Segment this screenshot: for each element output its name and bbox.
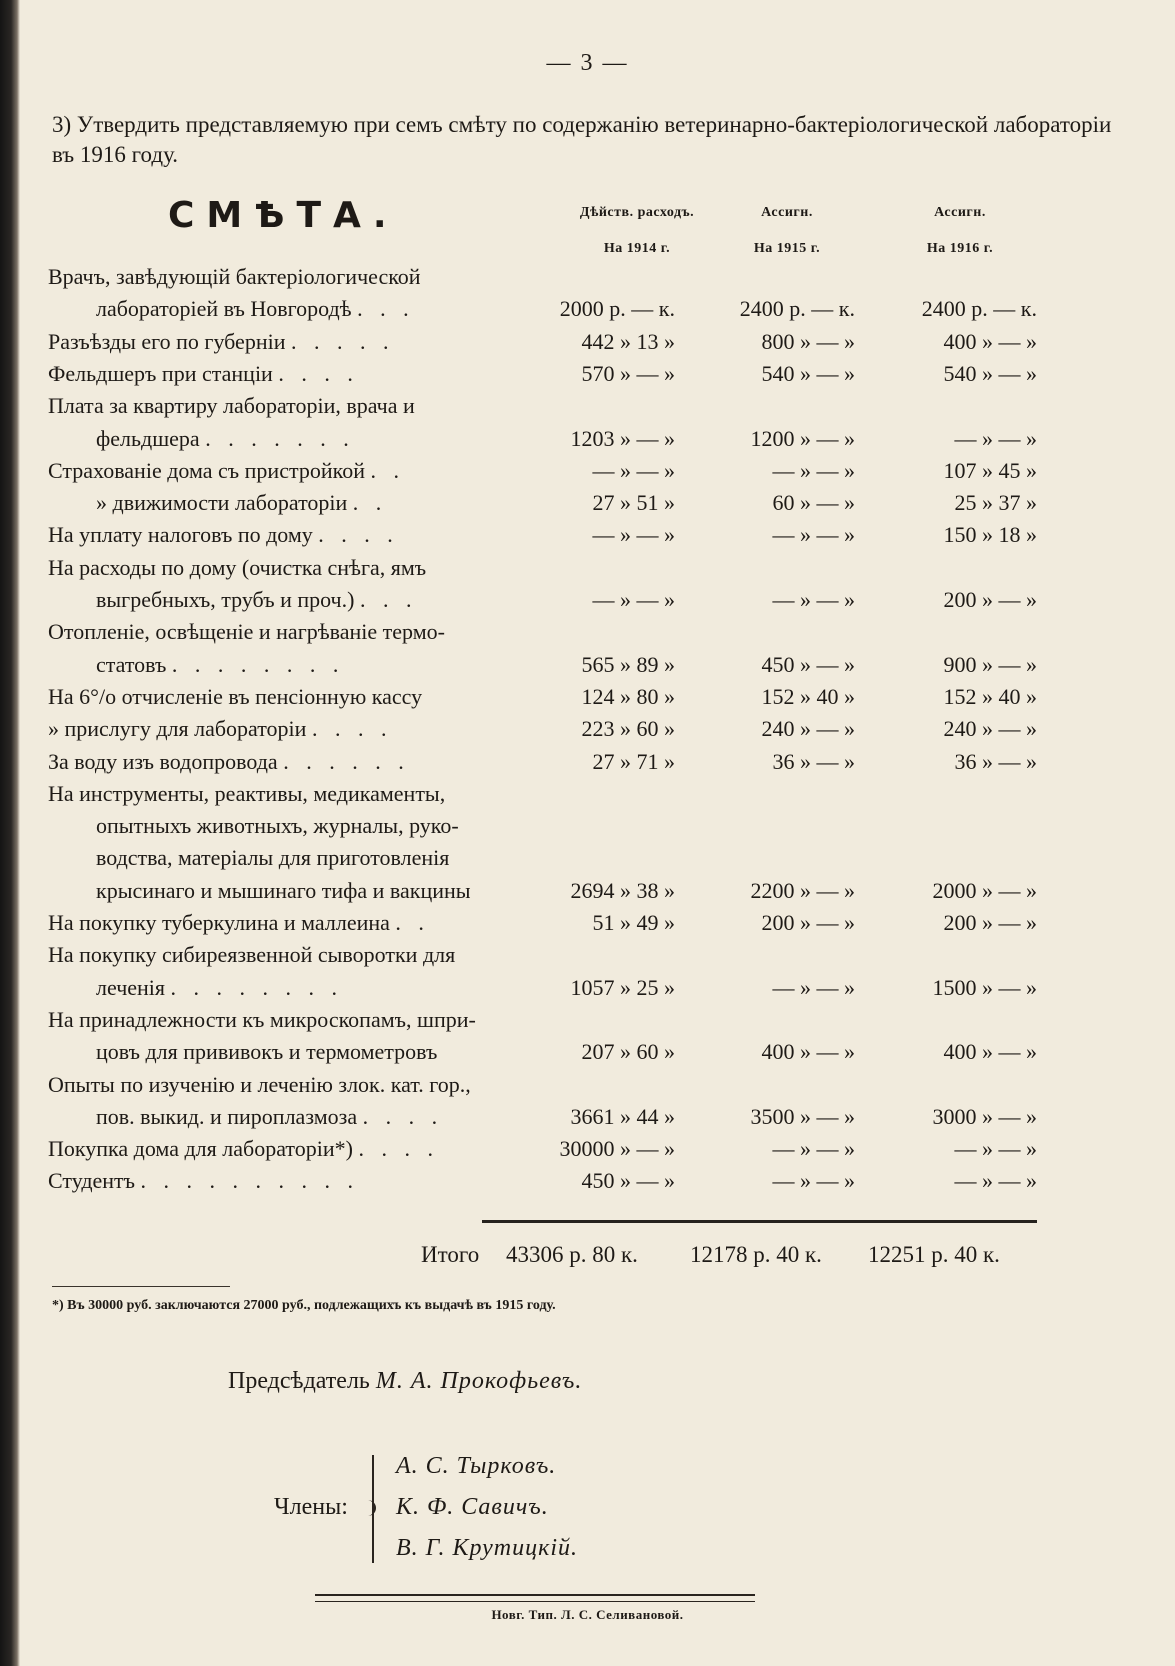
value-1916: 400 » — » <box>943 1039 1037 1064</box>
chairman-signature <box>228 1368 582 1395</box>
value-1915: — » — » <box>772 587 855 612</box>
value-1916: 107 » 45 » <box>943 458 1037 483</box>
footnote-rule <box>52 1286 230 1287</box>
row-label-text: Отопленіе, освѣщеніе и нагрѣваніе термо- <box>48 619 445 644</box>
row-label-text: На покупку сибиреязвенной сыворотки для <box>48 942 456 967</box>
member-name: В. Г. Крутицкій. <box>396 1535 579 1561</box>
row-label-text: крысинаго и мышинаго тифа и вакцины <box>96 878 471 903</box>
row-label <box>48 553 498 583</box>
row-label <box>96 843 498 873</box>
table-row <box>0 843 1175 873</box>
row-label-text: Плата за квартиру лабораторіи, врача и <box>48 393 415 418</box>
row-label <box>48 908 498 938</box>
leader-dots: . . <box>352 490 388 515</box>
table-row <box>0 520 1175 550</box>
value-1916: 200 » — » <box>943 910 1037 935</box>
value-1914: 207 » 60 » <box>581 1039 675 1064</box>
value-1914: 450 » — » <box>581 1168 675 1193</box>
members-brace-tip <box>366 1500 376 1516</box>
value-1914: — » — » <box>592 522 675 547</box>
value-1914: — » — » <box>592 587 675 612</box>
row-label-text: За воду изъ водопровода <box>48 749 278 774</box>
row-label <box>48 262 498 292</box>
value-1916: — » — » <box>954 1136 1037 1161</box>
value-1915: 540 » — » <box>761 361 855 386</box>
row-label-text: На инструменты, реактивы, медикаменты, <box>48 781 446 806</box>
row-label-text: цовъ для прививокъ и термометровъ <box>96 1039 438 1064</box>
value-1916: 400 » — » <box>943 329 1037 354</box>
value-1914: 223 » 60 » <box>581 716 675 741</box>
table-row <box>0 811 1175 841</box>
row-label <box>96 1102 498 1132</box>
value-1916: 2000 » — » <box>932 878 1037 903</box>
column-1916-head1: Ассигн. <box>934 205 986 220</box>
chairman-name: М. А. Прокофьевъ. <box>375 1368 583 1394</box>
table-row <box>0 940 1175 970</box>
total-1916: 12251 р. 40 к. <box>868 1242 1000 1267</box>
estimate-title: СМѢТА. <box>168 195 399 236</box>
row-label <box>96 294 498 324</box>
row-label <box>48 520 498 550</box>
row-label-text: водства, матеріалы для приготовленія <box>96 845 450 870</box>
table-row <box>0 553 1175 583</box>
value-1916: 3000 » — » <box>932 1104 1037 1129</box>
row-label-text: Разъѣзды его по губерніи <box>48 329 286 354</box>
value-1916: — » — » <box>954 1168 1037 1193</box>
total-1914: 43306 р. 80 к. <box>506 1242 638 1267</box>
value-1916: 25 » 37 » <box>954 490 1037 515</box>
row-label <box>48 359 498 389</box>
row-label-text: На уплату налоговъ по дому <box>48 522 313 547</box>
row-label-text: На принадлежности къ микроскопамъ, шпри- <box>48 1007 476 1032</box>
value-1916: 240 » — » <box>943 716 1037 741</box>
row-label <box>48 327 498 357</box>
table-row <box>0 973 1175 1003</box>
leader-dots: . . . <box>359 587 418 612</box>
value-1915: 1200 » — » <box>750 426 855 451</box>
table-row <box>0 359 1175 389</box>
value-1914: 442 » 13 » <box>581 329 675 354</box>
row-label-text: » прислугу для лабораторіи <box>48 716 307 741</box>
table-row <box>0 294 1175 324</box>
table-row <box>0 682 1175 712</box>
leader-dots: . . . . <box>278 361 359 386</box>
leader-dots: . . . . . . <box>283 749 410 774</box>
table-row <box>0 650 1175 680</box>
leader-dots: . . . . <box>358 1136 439 1161</box>
row-label-text: лабораторіей въ Новгородѣ <box>96 296 352 321</box>
total-label: Итого <box>421 1242 480 1267</box>
value-1914: 3661 » 44 » <box>570 1104 675 1129</box>
leader-dots: . . . . . . . . <box>170 975 344 1000</box>
printer-imprint: Новг. Тип. Л. С. Селивановой. <box>491 1607 684 1622</box>
leader-dots: . . . . . . . . <box>171 652 345 677</box>
value-1916: 150 » 18 » <box>943 522 1037 547</box>
value-1915: 36 » — » <box>772 749 855 774</box>
value-1914: 27 » 51 » <box>592 490 675 515</box>
row-label <box>48 779 498 809</box>
value-1915: 800 » — » <box>761 329 855 354</box>
value-1915: — » — » <box>772 975 855 1000</box>
total-rule <box>482 1220 1037 1223</box>
table-row <box>0 714 1175 744</box>
value-1914: 30000 » — » <box>559 1136 675 1161</box>
value-1916: — » — » <box>954 426 1037 451</box>
table-row <box>0 391 1175 421</box>
table-row <box>0 585 1175 615</box>
leader-dots: . . . . . <box>290 329 395 354</box>
value-1915: 240 » — » <box>761 716 855 741</box>
column-1915-head2: На 1915 г. <box>753 241 821 256</box>
printer-rule <box>315 1594 755 1602</box>
row-label-text: леченія <box>96 975 166 1000</box>
table-row <box>0 617 1175 647</box>
column-1915-head1: Ассигн. <box>761 205 813 220</box>
column-1914-head2: На 1914 г. <box>603 241 671 256</box>
total-1915: 12178 р. 40 к. <box>690 1242 822 1267</box>
row-label-text: выгребныхъ, трубъ и проч.) <box>96 587 355 612</box>
leader-dots: . . . <box>357 296 415 321</box>
value-1916: 36 » — » <box>954 749 1037 774</box>
row-label-text: На 6°/о отчисленіе въ пенсіонную кассу <box>48 684 423 709</box>
value-1915: 2200 » — » <box>750 878 855 903</box>
value-1915: 200 » — » <box>761 910 855 935</box>
row-label <box>48 1070 498 1100</box>
value-1915: — » — » <box>772 458 855 483</box>
row-label <box>48 682 498 712</box>
footnote: *) Въ 30000 руб. заключаются 27000 руб., подлежащихъ къ выдачѣ въ 1915 году. <box>52 1298 556 1313</box>
table-row <box>0 327 1175 357</box>
value-1914: 1057 » 25 » <box>570 975 675 1000</box>
member-name: К. Ф. Савичъ. <box>396 1494 549 1520</box>
row-label-text: Фельдшеръ при станціи <box>48 361 273 386</box>
table-row <box>0 262 1175 292</box>
value-1916: 1500 » — » <box>932 975 1037 1000</box>
row-label <box>96 488 498 518</box>
row-label <box>48 940 498 970</box>
row-label-text: Страхованіе дома съ пристройкой <box>48 458 365 483</box>
value-1914: 27 » 71 » <box>592 749 675 774</box>
value-1916: 540 » — » <box>943 361 1037 386</box>
value-1915: 3500 » — » <box>750 1104 855 1129</box>
row-label <box>48 456 498 486</box>
value-1915: — » — » <box>772 522 855 547</box>
value-1915: 2400 р. — к. <box>739 296 855 321</box>
value-1915: — » — » <box>772 1136 855 1161</box>
value-1916: 152 » 40 » <box>943 684 1037 709</box>
row-label-text: Покупка дома для лабораторіи*) <box>48 1136 353 1161</box>
value-1915: 152 » 40 » <box>761 684 855 709</box>
value-1914: 124 » 80 » <box>581 684 675 709</box>
table-row <box>0 1102 1175 1132</box>
column-1916-head2: На 1916 г. <box>926 241 994 256</box>
row-label-text: пов. выкид. и пироплазмоза <box>96 1104 358 1129</box>
value-1914: — » — » <box>592 458 675 483</box>
row-label <box>96 811 498 841</box>
value-1914: 570 » — » <box>581 361 675 386</box>
table-row <box>0 456 1175 486</box>
row-label <box>96 585 498 615</box>
row-label-text: Врачъ, завѣдующій бактеріологической <box>48 264 421 289</box>
row-label <box>48 617 498 647</box>
value-1916: 2400 р. — к. <box>921 296 1037 321</box>
value-1916: 900 » — » <box>943 652 1037 677</box>
row-label <box>96 650 498 680</box>
row-label-text: На расходы по дому (очистка снѣга, ямъ <box>48 555 427 580</box>
table-row <box>0 1037 1175 1067</box>
value-1914: 2000 р. — к. <box>559 296 675 321</box>
table-row <box>0 1134 1175 1164</box>
leader-dots: . . <box>395 910 430 935</box>
row-label-text: фельдшера <box>96 426 200 451</box>
leader-dots: . . . . . . . . . . <box>140 1168 360 1193</box>
intro-paragraph: 3) Утвердить представляемую при семъ смѣту по содержанію ветеринарно-бактеріологической лабораторіи въ 1916 году. <box>52 112 1112 167</box>
row-label <box>48 714 498 744</box>
table-row <box>0 424 1175 454</box>
row-label-text: На покупку туберкулина и маллеина <box>48 910 390 935</box>
row-label <box>96 1037 498 1067</box>
value-1914: 1203 » — » <box>570 426 675 451</box>
row-label-text: » движимости лабораторіи <box>96 490 348 515</box>
value-1915: 60 » — » <box>772 490 855 515</box>
row-label <box>96 424 498 454</box>
row-label <box>48 1005 498 1035</box>
value-1916: 200 » — » <box>943 587 1037 612</box>
row-label-text: статовъ <box>96 652 167 677</box>
table-row <box>0 747 1175 777</box>
row-label-text: Студентъ <box>48 1168 136 1193</box>
row-label-text: Опыты по изученію и леченію злок. кат. гор., <box>48 1072 471 1097</box>
leader-dots: . . . . <box>362 1104 444 1129</box>
row-label <box>48 747 498 777</box>
column-1914-head1: Дѣйств. расходъ. <box>579 205 695 220</box>
value-1915: — » — » <box>772 1168 855 1193</box>
value-1914: 51 » 49 » <box>592 910 675 935</box>
table-row <box>0 1166 1175 1196</box>
value-1915: 400 » — » <box>761 1039 855 1064</box>
table-row <box>0 908 1175 938</box>
row-label <box>48 1166 498 1196</box>
row-label-text: опытныхъ животныхъ, журналы, руко- <box>96 813 459 838</box>
table-row <box>0 1070 1175 1100</box>
leader-dots: . . . . <box>311 716 393 741</box>
table-row <box>0 488 1175 518</box>
members-label: Члены: <box>274 1494 348 1520</box>
chairman-title: Предсѣдатель <box>228 1368 370 1394</box>
value-1914: 565 » 89 » <box>581 652 675 677</box>
row-label <box>48 391 498 421</box>
table-row <box>0 1005 1175 1035</box>
table-row <box>0 779 1175 809</box>
row-label <box>48 1134 498 1164</box>
leader-dots: . . <box>370 458 405 483</box>
value-1914: 2694 » 38 » <box>570 878 675 903</box>
member-name: А. С. Тырковъ. <box>396 1453 557 1479</box>
leader-dots: . . . . . . . <box>205 426 355 451</box>
row-label <box>96 973 498 1003</box>
leader-dots: . . . . <box>318 522 399 547</box>
table-row <box>0 876 1175 906</box>
row-label <box>96 876 498 906</box>
value-1915: 450 » — » <box>761 652 855 677</box>
page-number: — 3 — <box>546 50 629 76</box>
